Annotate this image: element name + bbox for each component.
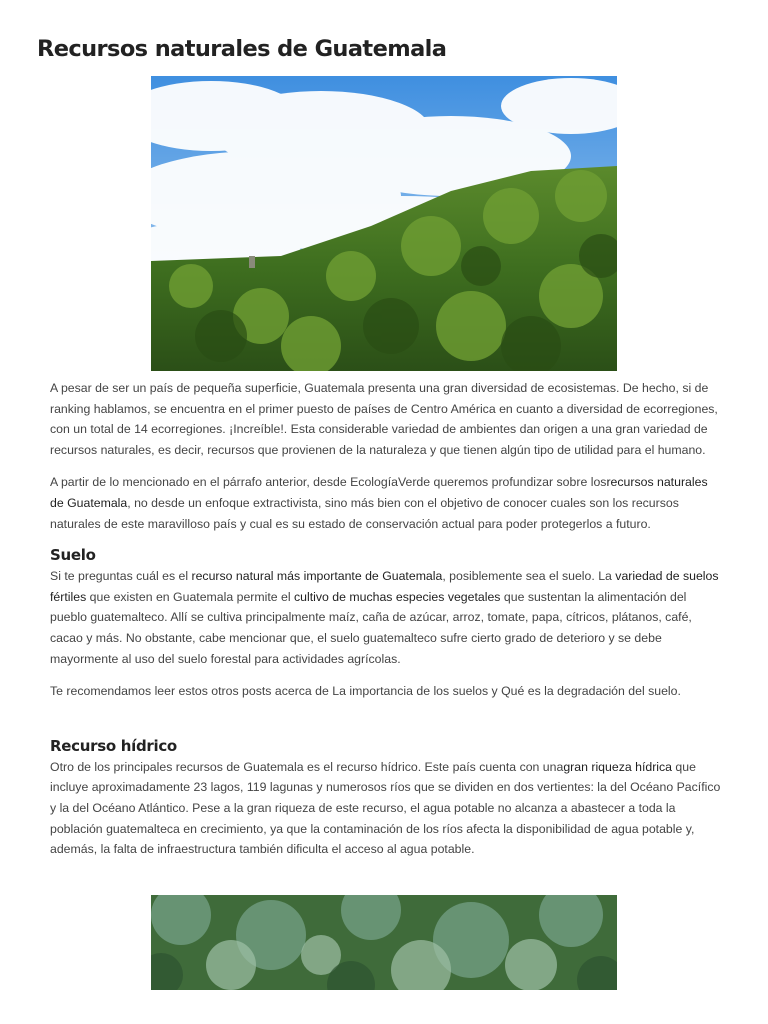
page-title: Recursos naturales de Guatemala (37, 36, 447, 62)
strong-text: recursos naturales de Guatemala (50, 475, 708, 510)
bottom-image-forest (151, 895, 617, 990)
section-heading-recurso-hidrico: Recurso hídrico (50, 736, 177, 755)
text-span: que incluye aproximadamente 23 lagos, 119 lagunas y numerosos ríos que se dividen en dos vertientes: la del Océano Pacífico y la del Océano Atlántico. Pese a la gran riqueza de este recurso, el agua potable no alcanza a abastecer a toda la población guatemalteca en crecimiento, ya que la contaminación de los ríos afecta la disponibilidad de agua potable y, además, la falta de infraestructura también dificulta el acceso al agua potable. (50, 759, 721, 857)
section-heading-suelo: Suelo (50, 546, 96, 565)
text-span: , no desde un enfoque extractivista, sino más bien con el objetivo de conocer cuales son los recursos naturales de este maravilloso país y cual es su estado de conservación actual para poder protegerlos a futuro. (50, 495, 679, 531)
strong-text: variedad de suelos fértiles (50, 569, 719, 604)
text-span: que sustentan la alimentación del pueblo guatemalteco. Allí se cultiva principalmente maíz, caña de azúcar, arroz, tomate, papa, cítricos, plátanos, café, cacao y más. No obstante, cabe mencionar que, el suelo guatemalteco sufre cierto grado de deterioro y se debe mayormente al uso del suelo forestal para actividades agrícolas. (50, 589, 692, 666)
text-span: que existen en Guatemala permite el (86, 589, 295, 604)
hero-image-jungle-canopy (151, 76, 617, 371)
text-span: Si te preguntas cuál es el (50, 569, 192, 584)
suelo-paragraph-2: Te recomendamos leer estos otros posts acerca de La importancia de los suelos y Qué es la degradación del suelo. (50, 684, 681, 699)
text-span: Otro de los principales recursos de Guatemala es el recurso hídrico. Este país cuenta con una (50, 759, 564, 774)
suelo-paragraph-1 (50, 566, 722, 669)
intro-paragraph-2 (50, 472, 722, 534)
text-span: A partir de lo mencionado en el párrafo anterior, desde EcologíaVerde queremos profundizar sobre los (50, 475, 607, 490)
intro-paragraph-1: A pesar de ser un país de pequeña superficie, Guatemala presenta una gran diversidad de ecosistemas. De hecho, si de ranking hablamos, se encuentra en el primer puesto de países de Centro América en cuanto a diversidad de ecorregiones, con un total de 14 ecorregiones. ¡Increíble!. Esta considerable variedad de ambientes dan origen a una gran variedad de recursos naturales, es decir, recursos que provienen de la naturaleza y que tienen algún tipo de utilidad para el humano. (50, 381, 718, 457)
hidrico-paragraph-1 (50, 757, 722, 860)
strong-text: cultivo de muchas especies vegetales (294, 589, 501, 604)
article-body (50, 378, 722, 860)
strong-text: recurso natural más importante de Guatemala (191, 569, 443, 584)
strong-text: gran riqueza hídrica (563, 759, 673, 774)
text-span: , posiblemente sea el suelo. La (442, 569, 616, 584)
